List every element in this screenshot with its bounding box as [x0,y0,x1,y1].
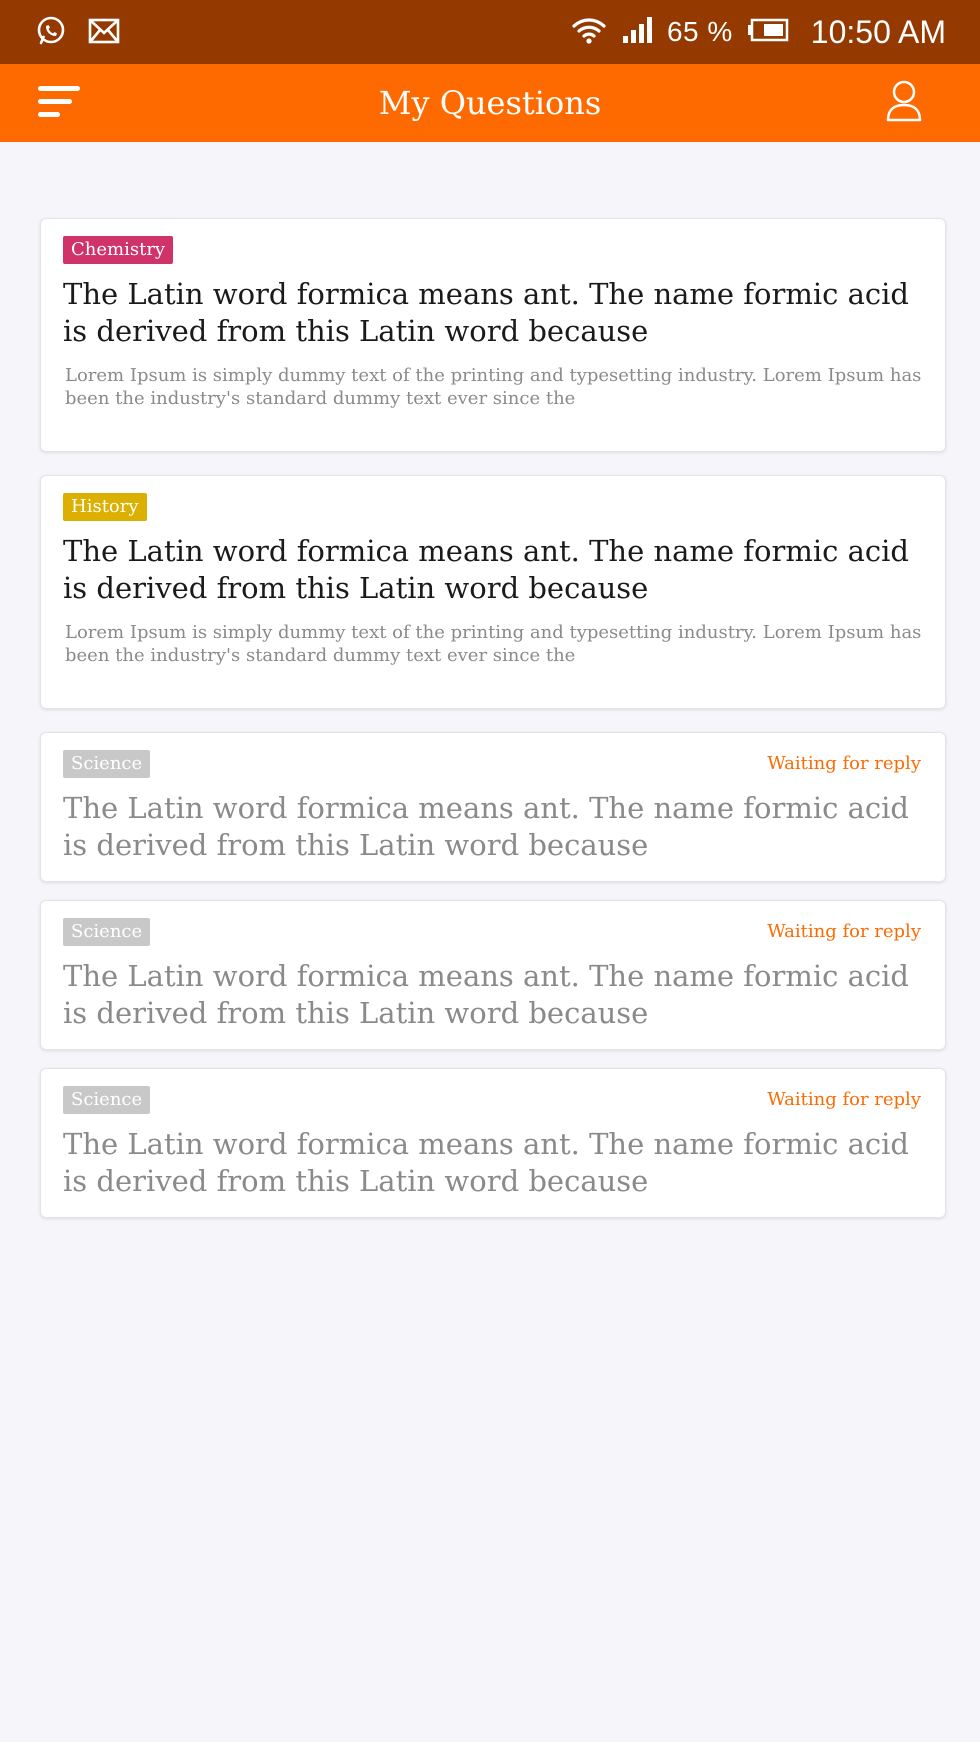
question-description: Lorem Ipsum is simply dummy text of the printing and typesetting industry. Lorem Ipsum has been the industry's standard dummy text ever since the [65,365,922,409]
menu-button[interactable] [38,84,82,120]
signal-icon [621,15,653,50]
status-label: Waiting for reply [767,1089,921,1110]
clock: 10:50 AM [810,13,946,50]
question-title: The Latin word formica means ant. The name formic acid is derived from this Latin word because [63,959,909,1030]
category-tag: History [63,493,147,521]
status-bar [0,0,980,64]
user-profile-icon [884,108,924,127]
question-title: The Latin word formica means ant. The name formic acid is derived from this Latin word because [63,791,909,862]
question-card[interactable] [40,218,946,452]
question-title: The Latin word formica means ant. The name formic acid is derived from this Latin word because [63,534,909,605]
question-card[interactable] [40,900,946,1050]
system-status [571,0,946,64]
profile-button[interactable] [884,79,924,123]
question-card[interactable] [40,732,946,882]
category-tag: Science [63,918,150,946]
status-label: Waiting for reply [767,753,921,774]
question-title: The Latin word formica means ant. The name formic acid is derived from this Latin word because [63,1127,909,1198]
hamburger-menu-icon [38,105,82,124]
question-list [40,218,946,1236]
question-description: Lorem Ipsum is simply dummy text of the printing and typesetting industry. Lorem Ipsum has been the industry's standard dummy text ever since the [65,622,922,666]
wifi-icon [571,15,607,50]
category-tag: Science [63,750,150,778]
page-title: My Questions [378,84,602,122]
whatsapp-icon [36,16,66,50]
question-card[interactable] [40,475,946,709]
category-tag: Science [63,1086,150,1114]
question-card[interactable] [40,1068,946,1218]
app-bar [0,64,980,142]
category-tag: Chemistry [63,236,173,264]
battery-percentage: 65 % [666,16,733,47]
notification-icons [36,16,120,50]
question-title: The Latin word formica means ant. The name formic acid is derived from this Latin word because [63,277,909,348]
gmail-icon [88,16,120,50]
battery-icon [747,18,789,47]
status-label: Waiting for reply [767,921,921,942]
